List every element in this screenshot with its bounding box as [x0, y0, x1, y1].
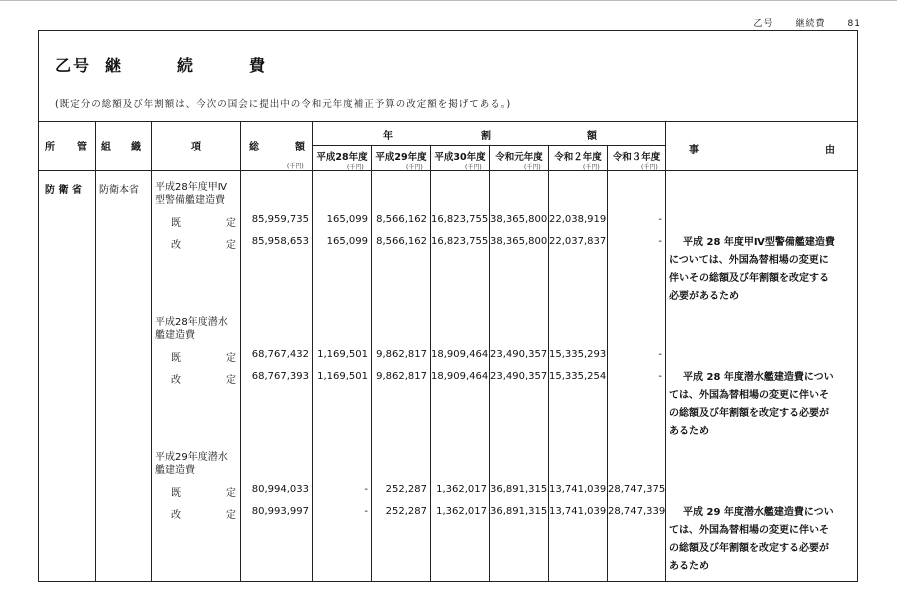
header-nenwari-2: 割: [481, 131, 491, 142]
total-amount: 85,958,653: [251, 236, 309, 247]
page-header-section: 継続費: [795, 19, 826, 29]
top-rule: [0, 0, 897, 1]
reason-line: 必要があるため: [669, 291, 739, 302]
ministry-name: 防 衛 省: [45, 185, 82, 196]
item-name: [155, 316, 228, 342]
item-name: [155, 181, 227, 207]
header-nenwari-3: 額: [587, 131, 597, 142]
year-amount: 15,335,254: [549, 371, 607, 382]
reason-text: [669, 234, 857, 306]
reason-line: 伴いその総額及び年割額を改定する: [669, 273, 829, 284]
page-title: [55, 53, 267, 76]
header-year: 平成30年度: [434, 152, 486, 163]
unit-label: (千円): [406, 164, 423, 171]
reason-line: 平成 29 年度潜水艦建造費につい: [683, 507, 834, 518]
row-label: 定: [226, 218, 236, 229]
year-amount: 36,891,315: [490, 484, 548, 495]
title-part: 費: [249, 56, 268, 75]
year-amount: -: [364, 506, 368, 517]
year-amount: 1,169,501: [317, 349, 368, 360]
year-amount: 9,862,817: [376, 349, 427, 360]
year-amount: 38,365,800: [490, 214, 548, 225]
title-part: 継: [105, 56, 124, 75]
row-label: 改: [171, 375, 181, 386]
year-amount: 1,362,017: [436, 506, 487, 517]
column-rule: [240, 121, 241, 581]
title-part: 乙号: [55, 56, 92, 75]
year-amount: 9,862,817: [376, 371, 427, 382]
year-amount: 1,362,017: [436, 484, 487, 495]
unit-label: (千円): [583, 164, 600, 171]
header-year: 令和２年度: [554, 152, 602, 163]
item-name-line: 平成29年度潜水: [155, 452, 228, 463]
year-amount: 8,566,162: [376, 214, 427, 225]
reason-line: 平成 28 年度潜水艦建造費につい: [683, 372, 834, 383]
year-amount: 22,038,919: [549, 214, 607, 225]
header-jiyu-1: 事: [689, 145, 699, 156]
row-label: 既: [171, 218, 181, 229]
item-name-line: 艦建造費: [155, 465, 195, 476]
row-label: 改: [171, 510, 181, 521]
total-amount: 68,767,432: [251, 349, 309, 360]
year-amount: 23,490,357: [490, 371, 548, 382]
year-amount: -: [658, 236, 662, 247]
year-amount: 252,287: [385, 506, 427, 517]
year-amount: 16,823,755: [431, 214, 489, 225]
reason-line: の総額及び年割額を改定する必要が: [669, 408, 829, 419]
year-amount: 28,747,375: [608, 484, 666, 495]
page-header-code: 乙号: [753, 19, 774, 29]
header-soshiki-1: 組: [101, 142, 111, 153]
year-amount: 15,335,293: [549, 349, 607, 360]
reason-text: [669, 504, 857, 576]
header-soshiki-2: 織: [131, 142, 141, 153]
reason-line: ては、外国為替相場の変更に伴いそ: [669, 390, 829, 401]
row-label: 定: [226, 488, 236, 499]
header-kou: 項: [191, 142, 201, 153]
row-label: 定: [226, 375, 236, 386]
row-label: 定: [226, 240, 236, 251]
column-rule: [95, 121, 96, 581]
year-amount: 16,823,755: [431, 236, 489, 247]
column-rule: [665, 121, 666, 581]
header-shokan-2: 管: [77, 142, 87, 153]
unit-label: (千円): [287, 163, 304, 170]
row-label: 既: [171, 353, 181, 364]
header-sougaku-1: 総: [249, 142, 259, 153]
header-bottom-rule: [39, 170, 857, 171]
reason-text: [669, 369, 857, 441]
column-rule: [151, 121, 152, 581]
header-top-rule: [39, 121, 857, 122]
unit-label: (千円): [465, 164, 482, 171]
year-amount: 252,287: [385, 484, 427, 495]
item-name-line: 平成28年度甲Ⅳ: [155, 182, 227, 193]
reason-line: ては、外国為替相場の変更に伴いそ: [669, 525, 829, 536]
header-year: 平成29年度: [375, 152, 427, 163]
year-amount: -: [658, 214, 662, 225]
item-name: [155, 451, 228, 477]
header-year: 令和元年度: [495, 152, 543, 163]
header-nenwari-1: 年: [383, 131, 393, 142]
header-sougaku-2: 額: [295, 142, 305, 153]
year-amount: 22,037,837: [549, 236, 607, 247]
title-part: 続: [177, 56, 196, 75]
year-amount: 36,891,315: [490, 506, 548, 517]
header-shokan-1: 所: [45, 142, 55, 153]
item-name-line: 型警備艦建造費: [155, 195, 225, 206]
page-number: 81: [847, 19, 861, 29]
unit-label: (千円): [641, 164, 658, 171]
row-label: 既: [171, 488, 181, 499]
total-amount: 80,994,033: [251, 484, 309, 495]
total-amount: 80,993,997: [251, 506, 309, 517]
row-label: 定: [226, 510, 236, 521]
year-amount: 28,747,339: [608, 506, 666, 517]
total-amount: 85,959,735: [251, 214, 309, 225]
reason-line: あるため: [669, 561, 709, 572]
year-amount: 18,909,464: [431, 371, 489, 382]
year-amount: 23,490,357: [490, 349, 548, 360]
row-label: 定: [226, 353, 236, 364]
reason-line: 平成 28 年度甲Ⅳ型警備艦建造費: [683, 237, 835, 248]
year-amount: 38,365,800: [490, 236, 548, 247]
reason-line: の総額及び年割額を改定する必要が: [669, 543, 829, 554]
header-year: 令和３年度: [612, 152, 661, 163]
year-amount: 13,741,039: [549, 484, 607, 495]
year-amount: -: [658, 371, 662, 382]
header-year: 平成28年度: [316, 152, 368, 163]
unit-label: (千円): [524, 164, 541, 171]
explanatory-note: (既定分の総額及び年割額は、今次の国会に提出中の令和元年度補正予算の改定額を掲げてある。): [55, 99, 512, 110]
page-header: [732, 16, 861, 29]
unit-label: (千円): [347, 164, 364, 171]
row-label: 改: [171, 240, 181, 251]
item-name-line: 艦建造費: [155, 330, 195, 341]
item-name-line: 平成28年度潜水: [155, 317, 228, 328]
organization-name: 防衛本省: [99, 185, 139, 196]
year-amount: 1,169,501: [317, 371, 368, 382]
year-amount: -: [364, 484, 368, 495]
year-amount: 165,099: [326, 236, 368, 247]
year-amount: 18,909,464: [431, 349, 489, 360]
year-amount: -: [658, 349, 662, 360]
header-jiyu-2: 由: [825, 145, 835, 156]
budget-table-frame: [38, 30, 858, 582]
reason-line: あるため: [669, 426, 709, 437]
reason-line: については、外国為替相場の変更に: [669, 255, 829, 266]
year-amount: 8,566,162: [376, 236, 427, 247]
year-amount: 13,741,039: [549, 506, 607, 517]
total-amount: 68,767,393: [251, 371, 309, 382]
year-amount: 165,099: [326, 214, 368, 225]
